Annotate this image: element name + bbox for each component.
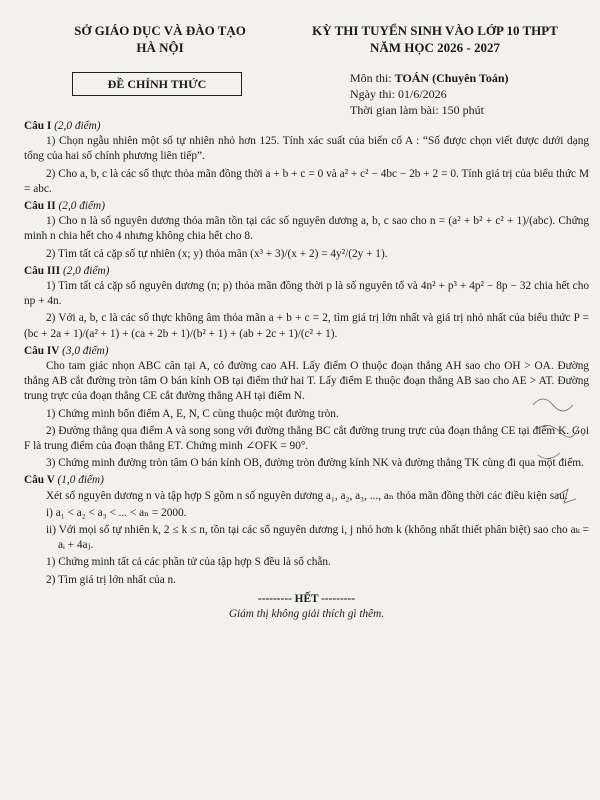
end-marker: --------- HẾT --------- (257, 592, 356, 605)
question-5-intro: Xét số nguyên dương n và tập hợp S gồm n số nguyên dương a₁, a₂, a₃, ..., aₙ thỏa mãn đồng thời các điều kiện sau: (46, 489, 568, 502)
question-1-part-2: 2) Cho a, b, c là các số thực thỏa mãn đồng thời a + b + c = 0 và a² + c² − 4bc − 2b + 2 = 0. Tính giá trị của biểu thức M = abc. (24, 167, 589, 195)
question-5-heading: Câu V (1,0 điểm) (24, 474, 104, 487)
question-3-part-1: 1) Tìm tất cả cặp số nguyên dương (n; p) thỏa mãn đồng thời p là số nguyên tố và 4n² + p³ + 4p² − 8p − 32 chia hết cho np + 4n. (24, 280, 589, 308)
question-2-part-2: 2) Tìm tất cả cặp số tự nhiên (x; y) thỏa mãn (x³ + 3)/(x + 2) = 4y²/(2y + 1). (46, 247, 388, 260)
question-4-part-3: 3) Chứng minh đường tròn tâm O bán kính OB, đường tròn đường kính NK và đường thẳng TK cùng đi qua một điểm. (46, 457, 584, 470)
exam-title: KỲ THI TUYỂN SINH VÀO LỚP 10 THPT (312, 23, 558, 38)
issuer-line-2: HÀ NỘI (136, 40, 184, 55)
question-2-part-1: 1) Cho n là số nguyên dương thỏa mãn tồn tại các số nguyên dương a, b, c sao cho n = (a² + b² + c² + 1)/(abc). Chứng minh n chia hết cho 4 nhưng không chia hết cho 8. (24, 215, 589, 243)
question-3-part-2: 2) Với a, b, c là các số thực không âm thỏa mãn a + b + c = 2, tìm giá trị lớn nhất và giá trị nhỏ nhất của biểu thức P = (bc + 2a + 1)/(a² + 1) + (ca + 2b + 1)/(b² + 1) + (ab + 2c + 1)/(c² + 1). (24, 312, 589, 340)
question-4-part-2: 2) Đường thẳng qua điểm A và song song với đường thẳng BC cắt đường trung trực của đoạn thẳng CE tại điểm K. Gọi F là trung điểm của đoạn thẳng ET. Chứng minh ∠OFK = 90°. (24, 424, 589, 453)
question-1-part-1: 1) Chọn ngẫu nhiên một số tự nhiên nhỏ hơn 125. Tính xác suất của biến cố A : “Số được chọn viết được dưới dạng tổng của hai số chính phương liên tiếp”. (24, 135, 589, 163)
question-1-heading: Câu I (2,0 điểm) (24, 120, 101, 132)
exam-date: Ngày thi: 01/6/2026 (350, 87, 447, 101)
issuer-block (55, 22, 265, 56)
question-5-part-1: 1) Chứng minh tất cả các phần tử của tập hợp S đều là số chẵn. (46, 556, 331, 569)
question-2-heading: Câu II (2,0 điểm) (24, 200, 105, 213)
exam-meta (350, 70, 509, 118)
official-stamp: ĐỀ CHÍNH THỨC (72, 72, 242, 96)
question-3-heading: Câu III (2,0 điểm) (24, 264, 110, 277)
subject-label: Môn thi: (350, 71, 392, 85)
question-5-condition-ii: ii) Với mọi số tự nhiên k, 2 ≤ k ≤ n, tồn tại các số nguyên dương i, j nhỏ hơn k (không nhất thiết phân biệt) sao cho aₖ = aᵢ + 4aⱼ. (46, 524, 589, 552)
question-4-part-1: 1) Chứng minh bốn điểm A, E, N, C cùng thuộc một đường tròn. (46, 407, 339, 420)
exam-title-block (285, 22, 585, 56)
school-year: NĂM HỌC 2026 - 2027 (370, 40, 500, 55)
handwritten-scribbles (528, 385, 598, 525)
invigilator-note: Giám thị không giải thích gì thêm. (228, 608, 385, 621)
issuer-line-1: SỞ GIÁO DỤC VÀ ĐÀO TẠO (74, 23, 246, 38)
exam-content (24, 117, 589, 622)
subject-name: TOÁN (Chuyên Toán) (394, 71, 509, 85)
exam-duration: Thời gian làm bài: 150 phút (350, 103, 484, 117)
question-4-intro: Cho tam giác nhọn ABC cân tại A, có đường cao AH. Lấy điểm O thuộc đoạn thẳng AH sao cho OH > OA. Đường thẳng AB cắt đường tròn tâm O bán kính OB tại điểm thứ hai T. Lấy điểm E thuộc đoạn thẳng AB sao cho AE > AT. Đường trung trực của đoạn thẳng CE cắt đường thẳng AH tại điểm N. (24, 360, 589, 403)
question-5-condition-i: i) a₁ < a₂ < a₃ < ... < aₙ = 2000. (46, 506, 187, 519)
question-5-part-2: 2) Tìm giá trị lớn nhất của n. (46, 573, 177, 586)
question-4-heading: Câu IV (3,0 điểm) (24, 344, 109, 357)
